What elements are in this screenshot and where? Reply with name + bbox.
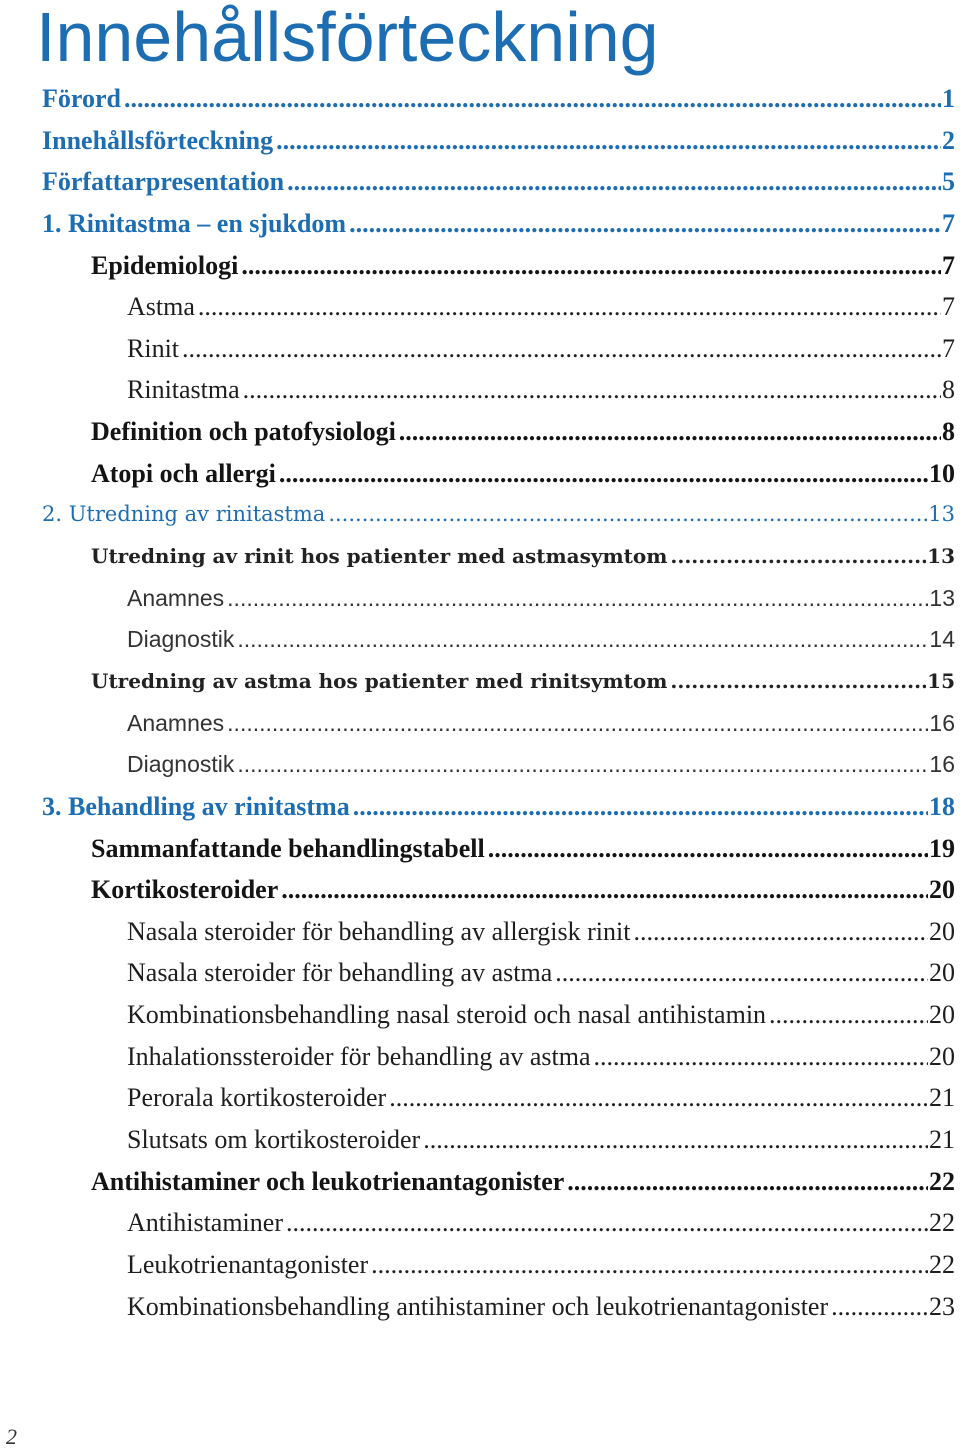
toc-entry-page-number: 13 [928, 502, 955, 527]
toc-entry-label: Atopi och allergi [91, 458, 276, 488]
toc-entry-label: Antihistaminer [127, 1208, 283, 1238]
dot-leader [488, 828, 928, 870]
toc-entry-page-number: 19 [929, 833, 955, 863]
dot-leader [594, 1036, 928, 1078]
toc-entry-page-number: 14 [929, 626, 955, 653]
toc-entry-label: Anamnes [127, 584, 225, 611]
dot-leader [243, 369, 941, 411]
toc-entry-label: Epidemiologi [91, 250, 239, 280]
dot-leader [241, 245, 941, 287]
toc-entry-label: Kombinationsbehandling nasal steroid och nasal antihistamin [127, 1000, 767, 1030]
dot-leader [328, 494, 927, 536]
dot-leader [423, 1119, 928, 1161]
toc-section-entry [0, 245, 955, 287]
dot-leader [633, 911, 928, 953]
toc-subsection-entry [0, 911, 955, 953]
toc-subsection-entry [0, 619, 955, 661]
toc-entry-page-number: 20 [929, 1041, 955, 1071]
toc-chapter-entry [0, 120, 955, 162]
toc-entry-page-number: 20 [929, 958, 955, 988]
toc-entry-label: Antihistaminer och leukotrienantagonister [91, 1166, 565, 1196]
dot-leader [198, 286, 941, 328]
toc-chapter-entry [0, 494, 955, 536]
toc-section-entry [0, 869, 955, 911]
dot-leader [389, 1077, 928, 1119]
toc-chapter-entry [0, 203, 955, 245]
toc-subsection-entry [0, 578, 955, 620]
dot-leader [349, 203, 941, 245]
table-of-contents [0, 78, 955, 1327]
toc-entry-label: Definition och patofysiologi [91, 417, 396, 447]
toc-entry-page-number: 7 [942, 292, 955, 322]
toc-chapter-entry [0, 786, 955, 828]
toc-subsection-entry [0, 952, 955, 994]
dot-leader [237, 619, 928, 661]
page-title: Innehållsförteckning [36, 0, 659, 76]
dot-leader [371, 1244, 928, 1286]
toc-entry-label: Nasala steroider för behandling av astma [127, 958, 553, 988]
toc-subsection-entry [0, 1286, 955, 1328]
dot-leader [353, 786, 928, 828]
dot-leader [182, 328, 941, 370]
dot-leader [227, 578, 928, 620]
toc-subsection-entry [0, 286, 955, 328]
toc-entry-label: Utredning av rinit hos patienter med astmasymtom [91, 544, 668, 569]
toc-entry-page-number: 20 [929, 875, 955, 905]
toc-chapter-entry [0, 161, 955, 203]
toc-subsection-entry [0, 369, 955, 411]
toc-entry-label: Kombinationsbehandling antihistaminer och leukotrienantagonister [127, 1291, 829, 1321]
toc-entry-page-number: 22 [929, 1249, 955, 1279]
dot-leader [279, 453, 928, 495]
toc-subsection-entry [0, 1244, 955, 1286]
toc-entry-page-number: 18 [929, 791, 955, 821]
toc-entry-page-number: 16 [929, 751, 955, 778]
toc-entry-label: Nasala steroider för behandling av allergisk rinit [127, 916, 631, 946]
dot-leader [555, 952, 928, 994]
toc-entry-label: Diagnostik [127, 751, 235, 778]
toc-entry-page-number: 13 [927, 544, 955, 569]
dot-leader [286, 1202, 928, 1244]
toc-entry-page-number: 22 [929, 1166, 955, 1196]
dot-leader [831, 1286, 928, 1328]
toc-entry-page-number: 8 [942, 375, 955, 405]
dot-leader [769, 994, 928, 1036]
toc-section-entry [0, 536, 955, 578]
toc-entry-page-number: 22 [929, 1208, 955, 1238]
toc-entry-label: Leukotrienantagonister [127, 1249, 369, 1279]
toc-entry-label: Sammanfattande behandlingstabell [91, 833, 485, 863]
toc-entry-label: Innehållsförteckning [42, 125, 274, 155]
dot-leader [399, 411, 941, 453]
toc-entry-label: Perorala kortikosteroider [127, 1083, 387, 1113]
toc-entry-label: Slutsats om kortikosteroider [127, 1125, 421, 1155]
toc-subsection-entry [0, 744, 955, 786]
toc-entry-label: 1. Rinitastma – en sjukdom [42, 208, 347, 238]
toc-chapter-entry [0, 78, 955, 120]
toc-entry-page-number: 13 [929, 584, 955, 611]
toc-entry-page-number: 16 [929, 709, 955, 736]
toc-entry-label: Anamnes [127, 709, 225, 736]
toc-entry-label: Diagnostik [127, 626, 235, 653]
toc-entry-page-number: 15 [927, 668, 955, 693]
toc-subsection-entry [0, 1036, 955, 1078]
toc-entry-page-number: 2 [942, 125, 955, 155]
toc-entry-label: Författarpresentation [42, 167, 285, 197]
toc-section-entry [0, 411, 955, 453]
dot-leader [281, 869, 928, 911]
toc-section-entry [0, 453, 955, 495]
toc-section-entry [0, 1161, 955, 1203]
toc-entry-page-number: 1 [942, 84, 955, 113]
toc-subsection-entry [0, 1202, 955, 1244]
toc-entry-label: Rinit [127, 333, 180, 363]
toc-subsection-entry [0, 328, 955, 370]
toc-entry-page-number: 7 [942, 250, 955, 280]
toc-entry-label: Inhalationssteroider för behandling av astma [127, 1041, 591, 1071]
toc-entry-label: Förord [42, 84, 121, 113]
toc-entry-label: 2. Utredning av rinitastma [42, 502, 326, 527]
dot-leader [276, 120, 941, 162]
toc-entry-page-number: 21 [929, 1125, 955, 1155]
toc-entry-label: 3. Behandling av rinitastma [42, 791, 350, 821]
toc-entry-page-number: 5 [942, 167, 955, 197]
toc-section-entry [0, 661, 955, 703]
toc-subsection-entry [0, 1119, 955, 1161]
dot-leader [567, 1161, 928, 1203]
toc-section-entry [0, 828, 955, 870]
dot-leader [237, 744, 928, 786]
dot-leader [670, 661, 926, 703]
dot-leader [287, 161, 941, 203]
dot-leader [124, 78, 941, 120]
toc-entry-page-number: 8 [942, 417, 955, 447]
toc-entry-page-number: 7 [942, 208, 955, 238]
toc-entry-page-number: 10 [929, 458, 955, 488]
dot-leader [227, 703, 928, 745]
page-number: 2 [6, 1424, 17, 1449]
toc-subsection-entry [0, 1077, 955, 1119]
toc-entry-label: Utredning av astma hos patienter med rinitsymtom [91, 668, 668, 693]
toc-subsection-entry [0, 994, 955, 1036]
toc-entry-page-number: 20 [929, 916, 955, 946]
dot-leader [670, 536, 926, 578]
toc-entry-label: Rinitastma [127, 375, 240, 405]
toc-entry-page-number: 7 [942, 333, 955, 363]
toc-entry-page-number: 23 [929, 1291, 955, 1321]
toc-entry-page-number: 20 [929, 1000, 955, 1030]
toc-subsection-entry [0, 703, 955, 745]
toc-entry-label: Astma [127, 292, 195, 322]
toc-entry-label: Kortikosteroider [91, 875, 279, 905]
toc-entry-page-number: 21 [929, 1083, 955, 1113]
